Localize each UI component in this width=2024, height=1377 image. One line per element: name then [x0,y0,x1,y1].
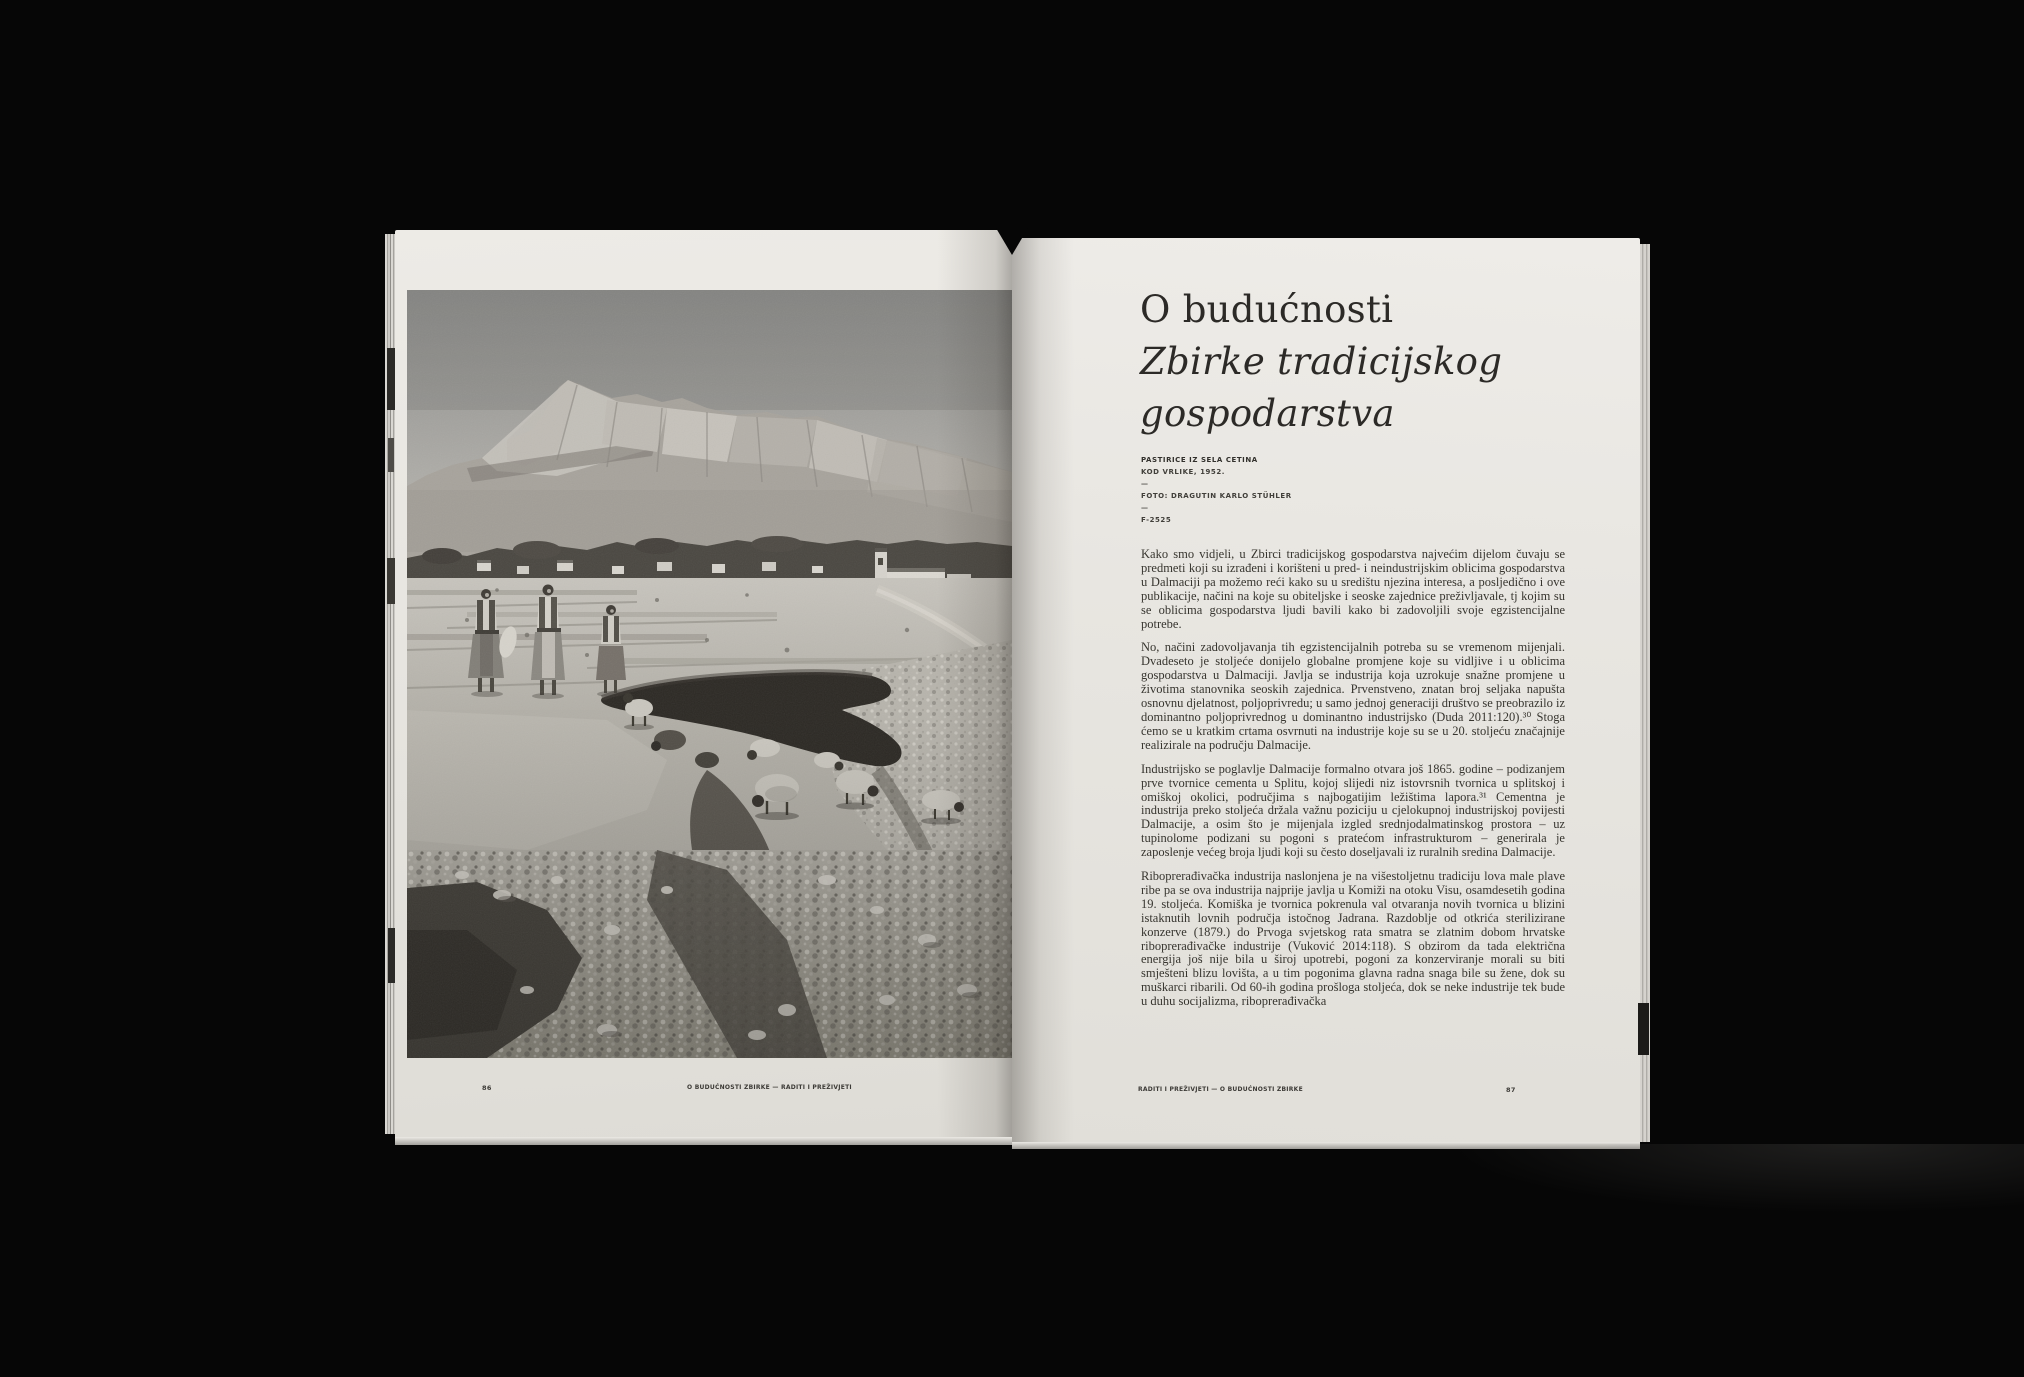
caption-inventory-number: F-2525 [1141,516,1172,524]
running-title: RADITI I PREŽIVJETI — O BUDUĆNOSTI ZBIRKE [1138,1086,1303,1093]
right-page [1012,238,1640,1146]
fore-edge-print-mark [1638,1003,1649,1055]
page-bottom-edge [395,1137,1012,1145]
fore-edge-print-mark [387,348,395,410]
page-photo-shepherdesses [407,290,1012,1058]
photo-caption [1141,454,1292,526]
fore-edge-print-mark [387,558,395,604]
running-title: O BUDUĆNOSTI ZBIRKE — RADITI I PREŽIVJETI [687,1084,852,1091]
paragraph: No, načini zadovoljavanja tih egzistencijalnih potreba su se vremenom mijenjali. Dvadeseto je stoljeće donijelo globalne promjene koje su vidljive i u oblicima gospodarstva u Dalmaciji. Javlja se industrija koja uzrokuje snažne promjene u životima stanovnika seoskih zajednica. Prvenstveno, znatan broj seljaka napušta osnovnu djelatnost, poljoprivredu; u samo jednoj generaciji društvo se preobrazilo iz dominantno poljoprivrednog u dominantno industrijsko (Duda 2011:120).³⁰ Stoga ćemo se u kratkim crtama osvrnuti na industrije koje su se u 20. stoljeću značajnije realizirale na području Dalmacije. [1141,640,1565,752]
book-shadow [1445,1144,2024,1214]
chapter-title-line: Zbirke tradicijskog [1140,340,1503,383]
gutter-shadow [1012,238,1074,1146]
caption-photo-credit: FOTO: DRAGUTIN KARLO STÜHLER [1141,492,1292,500]
page-number: 87 [1506,1086,1516,1094]
chapter-title [1140,284,1502,440]
caption-divider: — [1141,504,1149,512]
caption-divider: — [1141,480,1149,488]
paragraph: Kako smo vidjeli, u Zbirci tradicijskog gospodarstva najvećim dijelom čuvaju se predmeti koji su izrađeni i korišteni u pred- i neindustrijskim oblicima gospodarstva u Dalmaciji pa možemo reći kako su u središtu njezina interesa, a posljedično i ove publikacije, načini na koje su obiteljske i seoske zajednice preživljavale, tj kojim su se oblicima gospodarstva ljudi bavili kako bi zadovoljili svoje egzistencijalne potrebe. [1141,547,1565,631]
paragraph: Riboprerađivačka industrija naslonjena je na višestoljetnu tradiciju lova male plave ribe pa se ova industrija najprije javlja u Komiži na otoku Visu, osamdesetih godina 19. stoljeća. Komiška je tvornica pokrenula val otvaranja novih tvornica u blizini istaknutih lovnih područja istočnog Jadrana. Razdoblje od otkrića sterilizirane konzerve (1879.) do Prvoga svjetskog rata smatra se zlatnim dobom hrvatske riboprerađivačke industrije (Vuković 2014:118). S obzirom da tada električna energija još nije bila u široj upotrebi, pogoni za konzerviranje morali su biti smješteni blizu lovišta, a u tim pogonima glavna radna snaga bile su žene, dok su muškarci ribarili. Od 60-ih godina prošloga stoljeća, dok se neke industrije tek bude u duhu socijalizma, riboprerađivačka [1141,869,1565,1009]
fore-edge-print-mark [388,438,394,472]
book-spread [385,228,1650,1146]
gutter-notch [996,228,1028,255]
body-text [1141,548,1565,1019]
page-number: 86 [482,1084,492,1092]
chapter-title-line: O budućnosti [1140,288,1394,331]
paragraph: Industrijsko se poglavlje Dalmacije formalno otvara još 1865. godine – podizanjem prve tvornice cementa u Splitu, kojoj slijedi niz istovrsnih tvornica u splitskoj i omiškoj okolici, područjima s najbogatijim ležištima lapora.³¹ Cementna je industrija preko stoljeća držala važnu poziciju u cjelokupnoj industrijskoj povijesti Dalmacije, a osim što je mijenjala izgled srednjodalmatinskog prostora – uz tupinolome podizani su pogoni s pratećom infrastrukturom – generirala je zaposlenje većeg broja ljudi koji su često doseljavali iz ruralnih sredina Dalmacije. [1141,761,1565,860]
caption-location-date: KOD VRLIKE, 1952. [1141,468,1225,476]
caption-photo-title: PASTIRICE IZ SELA CETINA [1141,456,1258,464]
gutter-shadow [937,230,1012,1141]
photo-grain [407,290,1012,1058]
fore-edge-print-mark [388,928,395,983]
chapter-title-line: gospodarstva [1140,392,1395,435]
